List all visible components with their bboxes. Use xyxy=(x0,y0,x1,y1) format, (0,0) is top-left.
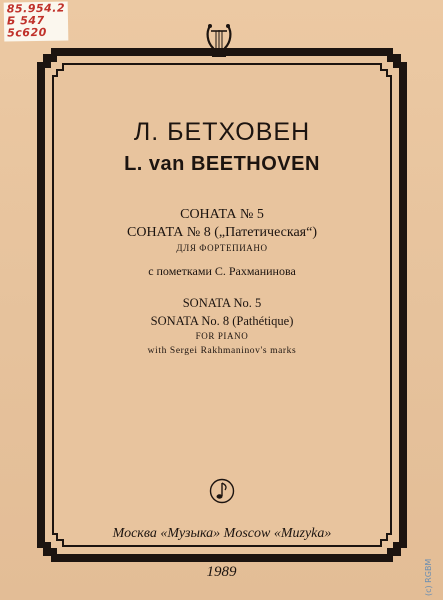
handwritten-catalog-codes xyxy=(4,1,69,41)
publisher-emblem-icon xyxy=(209,478,235,504)
library-stamp: (c) RGBM xyxy=(424,558,433,596)
composer-name-en: L. van BEETHOVEN xyxy=(124,153,320,175)
instrument-en: FOR PIANO xyxy=(195,331,249,341)
catalog-code-3: 5с620 xyxy=(7,25,47,40)
publication-year: 1989 xyxy=(206,564,237,580)
sonata-title-ru-2: СОНАТА № 8 („Патетическая“) xyxy=(127,225,317,240)
editor-note-en: with Sergei Rakhmaninov's marks xyxy=(147,346,297,356)
title-block xyxy=(62,100,382,357)
catalog-code-1: 85.954.2 xyxy=(6,1,66,16)
composer-name-ru: Л. БЕТХОВЕН xyxy=(133,118,311,146)
sonata-title-en-1: SONATA No. 5 xyxy=(182,296,262,310)
lyre-icon xyxy=(204,22,234,60)
instrument-ru: ДЛЯ ФОРТЕПИАНО xyxy=(176,243,268,253)
sonata-title-en-2: SONATA No. 8 (Pathétique) xyxy=(150,314,294,328)
catalog-code-2: Б 547 xyxy=(6,13,45,28)
editor-note-ru: с пометками С. Рахманинова xyxy=(148,264,296,278)
sonata-title-ru-1: СОНАТА № 5 xyxy=(180,207,264,222)
publisher-line: Москва «Музыка» Moscow «Muzyka» xyxy=(112,526,332,541)
